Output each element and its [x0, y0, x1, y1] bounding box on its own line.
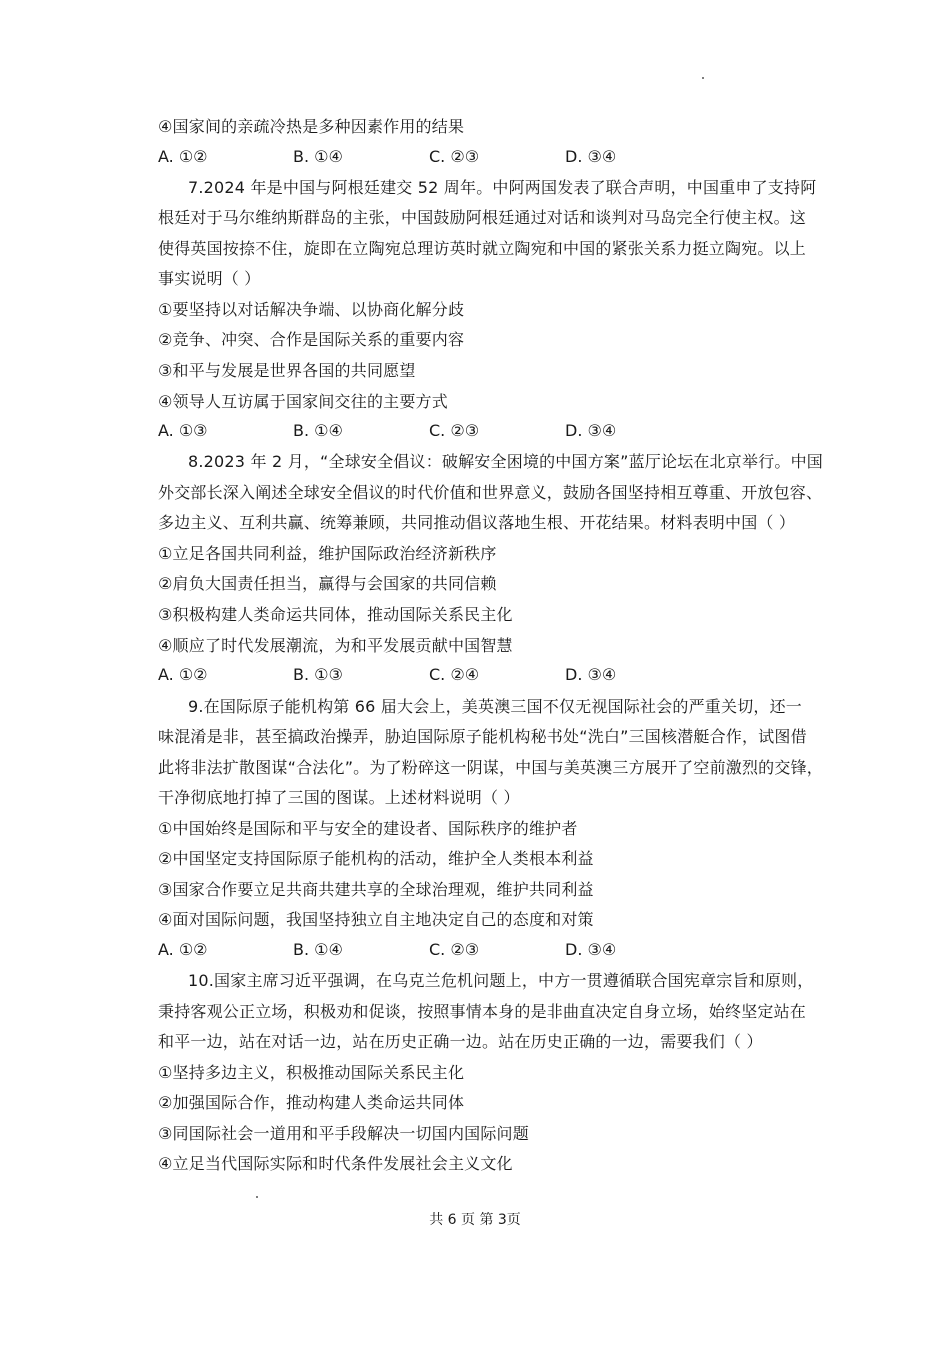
q8-option-2: ②肩负大国责任担当，赢得与会国家的共同信赖 [158, 574, 497, 593]
q7-choice-a: A. ①③ [158, 421, 208, 440]
scan-dot [256, 1196, 258, 1198]
q6-choice-d: D. ③④ [565, 147, 617, 166]
q9-option-3: ③国家合作要立足共商共建共享的全球治理观，维护共同利益 [158, 880, 594, 899]
q7-choice-d: D. ③④ [565, 421, 617, 440]
q7-option-3: ③和平与发展是世界各国的共同愿望 [158, 361, 416, 380]
q7-choice-c: C. ②③ [429, 421, 480, 440]
page-footer: 共 6 页 第 3页 [429, 1212, 521, 1228]
q8-option-4: ④顺应了时代发展潮流，为和平发展贡献中国智慧 [158, 636, 513, 655]
q6-choice-b: B. ①④ [293, 147, 343, 166]
q9-stem-line: 味混淆是非，甚至搞政治操弄，胁迫国际原子能机构秘书处“洗白”三国核潜艇合作，试图借 [158, 727, 807, 746]
q9-choice-a: A. ①② [158, 940, 208, 959]
q6-choice-a: A. ①② [158, 147, 208, 166]
q8-choice-b: B. ①③ [293, 665, 343, 684]
q7-option-1: ①要坚持以对话解决争端、以协商化解分歧 [158, 300, 465, 319]
q8-option-3: ③积极构建人类命运共同体，推动国际关系民主化 [158, 605, 513, 624]
q9-choice-b: B. ①④ [293, 940, 343, 959]
q10-stem-line: 和平一边，站在对话一边，站在历史正确一边。站在历史正确的一边，需要我们（ ） [158, 1032, 763, 1051]
q6-choice-c: C. ②③ [429, 147, 480, 166]
q10-stem-line: 10.国家主席习近平强调，在乌克兰危机问题上，中方一贯遵循联合国宪章宗旨和原则， [188, 971, 814, 990]
q10-stem-line: 秉持客观公正立场，积极劝和促谈，按照事情本身的是非曲直决定自身立场，始终坚定站在 [158, 1002, 807, 1021]
q7-option-2: ②竞争、冲突、合作是国际关系的重要内容 [158, 330, 465, 349]
q9-option-1: ①中国始终是国际和平与安全的建设者、国际秩序的维护者 [158, 819, 578, 838]
q9-choice-d: D. ③④ [565, 940, 617, 959]
q7-stem-line: 7.2024 年是中国与阿根廷建交 52 周年。中阿两国发表了联合声明，中国重申了支持阿 [188, 178, 817, 197]
q8-stem-line: 8.2023 年 2 月，“全球安全倡议：破解安全困境的中国方案”蓝厅论坛在北京举行。中国 [188, 452, 824, 471]
q7-stem-line: 根廷对于马尔维纳斯群岛的主张，中国鼓励阿根廷通过对话和谈判对马岛完全行使主权。这 [158, 208, 807, 227]
q9-choice-c: C. ②③ [429, 940, 480, 959]
q8-stem-line: 多边主义、互利共赢、统筹兼顾，共同推动倡议落地生根、开花结果。材料表明中国（ ） [158, 513, 796, 532]
q8-stem-line: 外交部长深入阐述全球安全倡议的时代价值和世界意义，鼓励各国坚持相互尊重、开放包容、 [158, 483, 823, 502]
q10-option-3: ③同国际社会一道用和平手段解决一切国内国际问题 [158, 1124, 529, 1143]
q8-choice-c: C. ②④ [429, 665, 480, 684]
q6-option-4: ④国家间的亲疏冷热是多种因素作用的结果 [158, 117, 465, 136]
q10-option-4: ④立足当代国际实际和时代条件发展社会主义文化 [158, 1154, 513, 1173]
q9-option-2: ②中国坚定支持国际原子能机构的活动，维护全人类根本利益 [158, 849, 594, 868]
q10-option-1: ①坚持多边主义，积极推动国际关系民主化 [158, 1063, 465, 1082]
q7-choice-b: B. ①④ [293, 421, 343, 440]
q7-stem-line: 使得英国按捺不住，旋即在立陶宛总理访英时就立陶宛和中国的紧张关系力挺立陶宛。以上 [158, 239, 807, 258]
q7-option-4: ④领导人互访属于国家间交往的主要方式 [158, 392, 448, 411]
q7-stem-line: 事实说明（ ） [158, 269, 261, 288]
q9-stem-line: 干净彻底地打掉了三国的图谋。上述材料说明（ ） [158, 788, 520, 807]
q9-stem-line: 9.在国际原子能机构第 66 届大会上，美英澳三国不仅无视国际社会的严重关切，还一 [188, 697, 802, 716]
q10-option-2: ②加强国际合作，推动构建人类命运共同体 [158, 1093, 465, 1112]
q9-stem-line: 此将非法扩散图谋“合法化”。为了粉碎这一阴谋，中国与美英澳三方展开了空前激烈的交锋， [158, 758, 823, 777]
q8-choice-d: D. ③④ [565, 665, 617, 684]
q8-option-1: ①立足各国共同利益，维护国际政治经济新秩序 [158, 544, 497, 563]
q9-option-4: ④面对国际问题，我国坚持独立自主地决定自己的态度和对策 [158, 910, 594, 929]
scan-dot [702, 77, 704, 79]
q8-choice-a: A. ①② [158, 665, 208, 684]
